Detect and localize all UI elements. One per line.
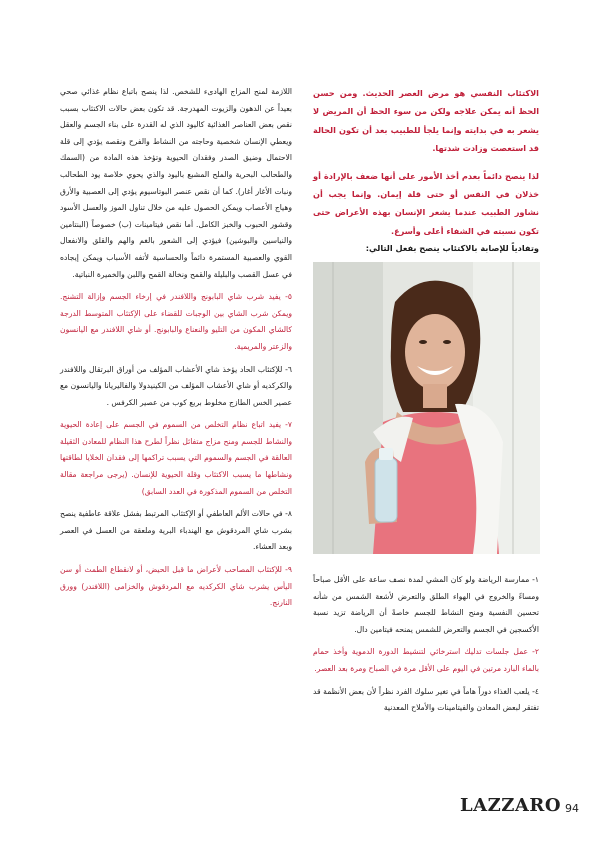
- list-item: ٩- للإكتئاب المصاحب لأعراض ما قبل الحيض، أو لانقطاع الطمث أو سن اليأس يشرب شاي الكركديه مع المردقوش والخزامى (اللافندر) وورق النارنج.: [60, 565, 292, 608]
- intro-paragraph: الاكتئاب النفسي هو مرض العصر الحديث. ومن حسن الحظ أنه يمكن علاجه ولكن من سوء الحظ أن المريض لا يشعر به في بدايته وإنما يلجأ للطبيب بعد أن تكون الحالة قد استعصت وزادت شدتها.: [313, 88, 539, 154]
- lead-paragraph: وتفادياً للإصابة بالاكتئاب ينصح بفعل التالي:: [365, 243, 539, 254]
- brand-logo: [460, 795, 561, 816]
- right-column-top: [313, 84, 539, 257]
- advice-paragraph: لذا ينصح دائماً بعدم أخذ الأمور على أنها ضعف بالإرادة أو خذلان في النفس أو حتى قلة إيمان. وإنما يجب أن نشاور الطبيب عندما يشعر الإنسان بهذه الأعراض حتى تكون نسبته في الشفاء أعلى وأسرع.: [313, 170, 539, 236]
- list-item: ٨- في حالات الألم العاطفي أو الإكتئاب المرتبط بفشل علاقة عاطفية ينصح بشرب شاي المردقوش مع الهندباء البرية وملعقة من العسل في العصر وبعد العشاء.: [60, 509, 292, 552]
- list-item: ٦- للإكتئاب الحاد يؤخذ شاي الأعشاب المؤلف من أوراق البرتقال واللافندر والكركديه أو شاي الأعشاب المؤلف من الكينيدولا والفاليريانا واليانسون مع عصير الخس الطازج مخلوط بربع كوب من عصير الكرفس .: [60, 364, 292, 407]
- right-column-list: [313, 572, 539, 723]
- woman-photo: [313, 262, 540, 554]
- brand-text: LAZZARO: [460, 795, 562, 816]
- body-paragraph: اللازمة لمنح المزاج الهادىء للشخص. لذا ينصح باتباع نظام غذائي صحي بعيداً عن الدهون والزيوت المهدرجة. قد تكون بعض حالات الاكتئاب بسبب نقص بعض العناصر الغذائية كاليود الذي له القدرة على بناء الجسم والعقل ويعطي الإنسان شخصية وحاجته من النشاط والفرح ونقصه يؤدي إلى قلة الاحتمال وضيق الصدر وفقدان الحيوية وتؤخذ هذه المادة من (السمك والطحالب البحرية والملح المشبع باليود والذي يحوي خلاصة يود الطحالب ونبات الأغار أغار). كما أن نقص عنصر البوتاسيوم يؤدي إلى العصبية والأرق وهياج الأعصاب ويمكن الحصول عليه من خلال تناول الموز والعسل الأسود وقشور الحبوب والخبز الكامل. أما نقص فيتامينات (ب) خصوصاً (البنتامين والنياسين والبوشين) فيؤدي إلى الشعور بالغم والهم والقلق والانفعال القوي والعصبية المستمرة دائماً والحساسية لأتفه الأسباب ويمكن إيجاده في عسل القصب والبليلة والقمح ونخالة القمح واللبن والخميرة النباتية.: [60, 87, 292, 279]
- list-item: ٧- يفيد اتباع نظام التخلص من السموم في الجسم على إعادة الحيوية والنشاط للجسم ومنح مزاج متفائل نظراً لطرح هذا النظام للمعادن الثقيلة العالقة في الجسم والسموم التي يسبب تراكمها إلى فقدان الخلايا لطاقتها ونشاطها ما يسبب الاكتئاب وقلة الحيوية للإنسان. (يرجى مراجعة مقالة التخلص من السموم المذكورة في العدد السابق): [60, 420, 292, 496]
- page-number: 94: [565, 802, 579, 815]
- list-item: ٤- يلعب الغذاء دوراً هاماً في تغير سلوك الفرد نظراً لأن بعض الأنظمة قد تفتقر لبعض المعادن والفيتامينات والأملاح المعدنية: [313, 686, 539, 713]
- list-item: ٥- يفيد شرب شاي البابونج واللافندر في إرخاء الجسم وإزالة التشنج. ويمكن شرب الشاي بين الوجبات للقضاء على الإكتئاب المتوسط الدرجة كالشاي المكون من التليو والنعناع والبابونج. أو شاي اللافندر مع اليانسون والزعتر والمريمية.: [60, 292, 292, 351]
- list-item: ١- ممارسة الرياضة ولو كان المشي لمدة نصف ساعة على الأقل صباحاً ومساءً والخروج في الهواء الطلق والتعرض لأشعة الشمس من شأنه تحسين النفسية ومنح النشاط للجسم خاصةً أن الرياضة تزيد نسبة الأكسجين في الجسم والتعرض للشمس يمنحه فيتامين دال.: [313, 575, 539, 634]
- list-item: ٢- عمل جلسات تدليك استرخائي لتنشيط الدورة الدموية وأخذ حمام بالماء البارد مرتين في اليوم على الأقل مرة في الصباح ومرة بعد العصر.: [313, 647, 539, 673]
- woman-with-towel-icon: [313, 262, 540, 554]
- left-column: [60, 84, 292, 618]
